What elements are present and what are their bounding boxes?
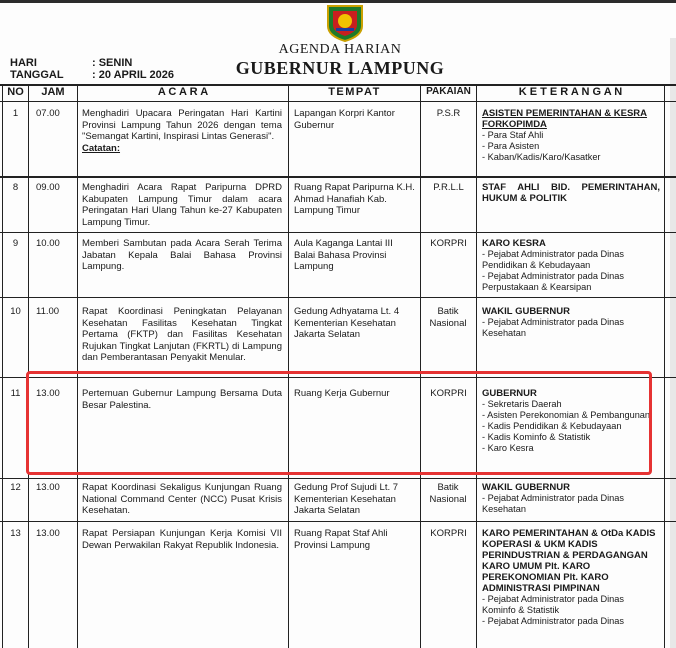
ket-item: - Pejabat Administrator pada Dinas [482,616,624,626]
col-header-keterangan: K E T E R A N G A N [518,86,623,98]
lampung-emblem-icon [324,4,366,42]
ket-item: - Karo Kesra [482,443,534,453]
ket-item: - Kadis Kominfo & Statistik [482,432,591,442]
row-acara: Rapat Koordinasi Sekaligus Kunjungan Ruang National Command Center (NCC) Pusat Krisis Kesehatan. [82,482,282,516]
row-tempat: Ruang Kerja Gubernur [294,388,390,399]
row-acara: Menghadiri Acara Rapat Paripurna DPRD Kabupaten Lampung Timur dalam acara Peringatan Hari Ulang Tahun ke-27 Kabupaten Lampung Timur. [82,182,282,228]
row-no: 12 [10,482,21,493]
row-pakaian: Batik Nasional [429,482,467,505]
ket-head: WAKIL GUBERNUR [482,482,570,493]
row-acara: Rapat Koordinasi Peningkatan Pelayanan Kesehatan Fasilitas Kesehatan Tingkat Pertama (FKTP) dan Fasilitas Kesehatan Rujukan Tingkat Lanjutan (FKRTL) di Lampung dan Pemberantasan Penyakit Menular. [82,306,282,363]
row-acara: Memberi Sambutan pada Acara Serah Terima Jabatan Kepala Balai Bahasa Provinsi Lampung. [82,238,282,272]
row-keterangan [482,482,660,515]
ket-head: KARO PEMERINTAHAN & OtDa KADIS KOPERASI & UKM KADIS PERINDUSTRIAN & PERDAGANGAN KARO UMUM Plt. KARO PEREKONOMIAN Plt. KARO ADMINISTRASI PIMPINAN [482,528,656,594]
row-no: 11 [10,388,21,399]
row-keterangan [482,238,660,293]
row-keterangan [482,528,660,648]
tanggal-label: TANGGAL [10,69,64,81]
row-jam: 07.00 [36,108,60,119]
row-no: 1 [12,108,19,119]
row-acara [82,108,282,164]
ket-head: KARO KESRA [482,238,546,249]
row-no: 8 [12,182,19,193]
ket-item: - Pejabat Administrator pada Dinas Kesehatan [482,493,624,514]
row-jam: 10.00 [36,238,60,249]
col-header-jam: JAM [41,86,65,98]
row-pakaian: P.S.R [436,108,461,119]
row-jam: 13.00 [36,528,60,539]
col-header-acara: A C A R A [157,86,209,98]
row-no: 9 [12,238,19,249]
row-jam: 13.00 [36,482,60,493]
acara-text: Menghadiri Upacara Peringatan Hari Kartini Provinsi Lampung Tahun 2026 dengan tema "Semangat Kartini, Inspirasi Lintas Generasi". [82,108,282,142]
ket-item: - Pejabat Administrator pada Dinas Kesehatan [482,317,624,338]
ket-item: - Asisten Perekonomian & Pembangunan [482,410,651,420]
row-tempat: Ruang Rapat Paripurna K.H. Ahmad Hanafiah Kab. Lampung Timur [294,182,415,216]
ket-item: - Para Staf Ahli [482,130,544,140]
row-jam: 13.00 [36,388,60,399]
tanggal-value: : 20 APRIL 2026 [92,69,174,81]
scrollbar[interactable] [670,38,676,648]
row-pakaian: KORPRI [430,388,467,399]
highlight-box [26,371,652,475]
ket-item: - Kaban/Kadis/Karo/Kasatker [482,152,601,162]
row-jam: 09.00 [36,182,60,193]
page-subtitle: AGENDA HARIAN [278,42,402,57]
row-tempat: Gedung Prof Sujudi Lt. 7 Kementerian Kesehatan Jakarta Selatan [294,482,399,516]
row-pakaian: P.R.L.L [433,182,464,193]
ket-head: GUBERNUR [482,388,537,399]
col-header-no: NO [7,86,24,98]
row-pakaian: KORPRI [430,528,467,539]
row-tempat: Aula Kaganga Lantai III Balai Bahasa Provinsi Lampung [294,238,393,272]
col-header-tempat: TEMPAT [328,86,381,98]
ket-item: - Kadis Pendidikan & Kebudayaan [482,421,622,431]
ket-item: - Pejabat Administrator pada Dinas Perpustakaan & Kearsipan [482,271,624,292]
row-no: 10 [10,306,21,317]
acara-note: Catatan: [82,142,121,154]
row-pakaian: Batik Nasional [429,306,467,329]
ket-head: STAF AHLI BID. PEMERINTAHAN, HUKUM & POLITIK [482,182,660,204]
row-tempat: Gedung Adhyatama Lt. 4 Kementerian Kesehatan Jakarta Selatan [294,306,400,340]
row-keterangan [482,108,660,168]
row-tempat: Ruang Rapat Staf Ahli Provinsi Lampung [294,528,388,551]
row-acara: Rapat Persiapan Kunjungan Kerja Komisi VII Dewan Perwakilan Rakyat Republik Indonesia. [82,528,282,551]
col-header-pakaian: PAKAIAN [426,86,471,97]
row-jam: 11.00 [36,306,60,317]
row-keterangan [482,306,660,339]
ket-item: - Pejabat Administrator pada Dinas Kominfo & Statistik [482,594,624,615]
ket-item: - Para Asisten [482,141,540,151]
row-no: 13 [10,528,21,539]
ket-item: - Sekretaris Daerah [482,399,562,409]
row-acara: Pertemuan Gubernur Lampung Bersama Duta Besar Palestina. [82,388,282,411]
row-keterangan [482,182,660,204]
hari-value: : SENIN [92,57,133,69]
ket-item: - Pejabat Administrator pada Dinas Pendidikan & Kebudayaan [482,249,624,270]
row-pakaian: KORPRI [430,238,467,249]
top-edge [0,0,676,3]
page-title: GUBERNUR LAMPUNG [235,58,445,78]
row-tempat: Lapangan Korpri Kantor Gubernur [294,108,395,131]
hari-label: HARI [10,57,37,69]
ket-head: WAKIL GUBERNUR [482,306,570,317]
ket-head: ASISTEN PEMERINTAHAN & KESRA FORKOPIMDA [482,108,648,130]
